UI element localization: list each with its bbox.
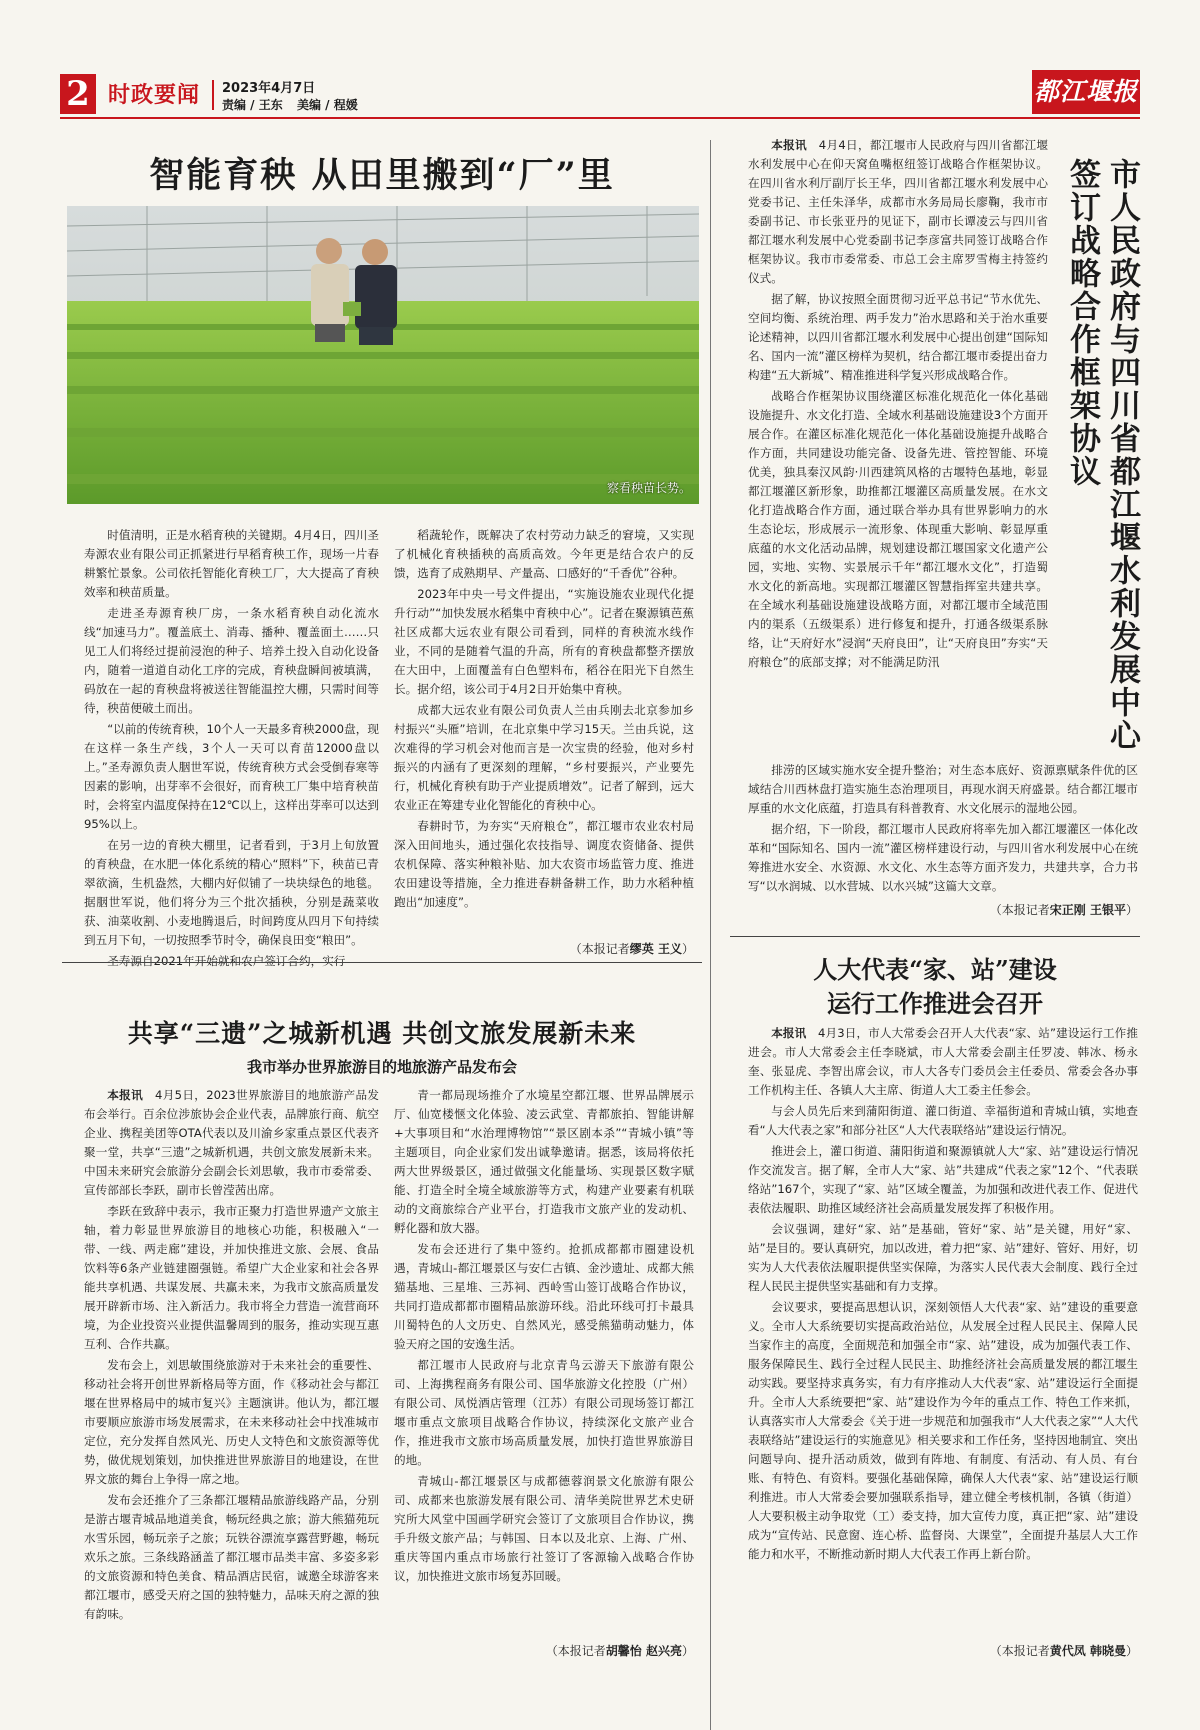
story4-byline: （本报记者黄代凤 韩晓曼） <box>989 1644 1138 1658</box>
story1-column-2 <box>394 526 694 928</box>
paragraph: 发布会还推介了三条都江堰精品旅游线路产品，分别是游古堰青城品地道美食，畅玩经典之旅；游大熊猫苑玩水雪乐园，畅玩亲子之旅；玩铁谷漂流享露营野趣，畅玩欢乐之旅。三条线路涵盖了都江堰市品类丰富、多姿多彩的文旅资源和特色美食、精品酒店民宿，诚邀全球游客来都江堰市，感受天府之国的独特魅力，品味天府之源的独有韵味。 <box>84 1493 379 1621</box>
story3-subheadline: 我市举办世界旅游目的地旅游产品发布会 <box>246 1058 517 1076</box>
dateline-lead: 本报讯 <box>107 1088 144 1102</box>
header-rule <box>60 117 1140 119</box>
paragraph: 发布会上，刘思敏围绕旅游对于未来社会的重要性、移动社会将开创世界新格局等方面，作《移动社会与都江堰在世界格局中的城市复兴》主题演讲。他认为，都江堰市要顺应旅游市场发展需求，在未来移动社会中找准城市定位，充分发挥自然风光、历史人文特色和文旅资源等优势，做优规划策划，加快推进世界旅游目的地建设，在世界文旅的舞台上争得一席之地。 <box>84 1358 379 1486</box>
dateline-lead: 本报讯 <box>771 1026 807 1040</box>
editor-credit: 责编 / 王东 <box>222 98 283 112</box>
rule-story1-bottom <box>62 962 702 963</box>
paragraph: 青一都局现场推介了水境星空都江堰、世界品牌展示厅、仙宽楼惬文化体验、凌云武堂、青都旅拍、智能讲解+大事项目和“水治理博物馆”“景区剧本杀”“青城小镇”等主题项目，向企业家们发出诚挚邀请。据悉，该局将依托两大世界级景区，通过做强文化能量场、实现景区数字赋能、打造全时全境全域旅游等方式，构建产业要素有机联动的文商旅综合产业平台，打造我市文旅产业的发动机、孵化器和放大器。 <box>394 1088 694 1235</box>
story3-column-1 <box>84 1086 379 1658</box>
paragraph: 稻蔬轮作，既解决了农村劳动力缺乏的窘境，又实现了机械化育秧插秧的高质高效。今年更是结合农户的反馈，选育了成熟期早、产量高、口感好的“千香优”谷种。 <box>394 528 694 580</box>
issue-date: 2023年4月7日 <box>222 81 316 96</box>
paragraph: 青城山-都江堰景区与成都德蓉润景文化旅游有限公司、成都来也旅游发展有限公司、清华美院世界艺术史研究所大风堂中国画学研究会签订了文旅项目合作协议，携手升级文旅产品；与韩国、日本以及北京、上海、广州、重庆等国内重点市场旅行社签订了客源输入战略合作协议，加快推进文旅市场复苏回暖。 <box>394 1474 694 1583</box>
story2-headline <box>1062 158 1142 758</box>
story1-column-1 <box>84 526 379 968</box>
story1-headline: 智能育秧 从田里搬到“厂”里 <box>149 155 615 196</box>
header-divider <box>212 80 214 110</box>
story3-byline: （本报记者胡馨怡 赵兴亮） <box>545 1644 694 1658</box>
designer-credit: 美编 / 程媛 <box>297 98 358 112</box>
paragraph: 成都大远农业有限公司负责人兰由兵刚去北京参加乡村振兴“头雁”培训，在北京集中学习15天。兰由兵说，这次难得的学习机会对他而言是一次宝贵的经验，他对乡村振兴的内涵有了更深刻的理解，“乡村要振兴，产业要先行，机械化育秧有助于产业提质增效”。记者了解到，远大农业正在筹建专业化智能化的育秧中心。 <box>394 703 694 812</box>
dateline-lead: 本报讯 <box>771 138 807 152</box>
paragraph: 在另一边的育秧大棚里，记者看到，于3月上旬放置的育秧盘，在水肥一体化系统的精心“照料”下，秧苗已青翠欲滴，生机盎然，大棚内好似铺了一块块绿色的地毯。据胭世军说，他们将分为三个批次插秧，分别是蔬菜收获、油菜收割、小麦地腾退后，时间跨度从四月下旬持续到五月下旬，一切按照季节时令，确保良田变“粮田”。 <box>84 838 379 947</box>
newspaper-logo: 都江堰报 <box>1032 70 1140 114</box>
story2-headline-line1: 市人民政府与四川省都江堰水利发展中心 <box>1104 158 1140 752</box>
rule-column-divider <box>710 140 711 1730</box>
paragraph: 发布会还进行了集中签约。抢抓成都都市圈建设机遇，青城山-都江堰景区与安仁古镇、金沙遗址、成都大熊猫基地、三星堆、三苏祠、西岭雪山签订战略合作协议，共同打造成都都市圈精品旅游环线。沿此环线可打卡最具川蜀特色的人文历史、自然风光，感受熊猫萌动魅力，体验天府之国的安逸生活。 <box>394 1242 694 1351</box>
page-header <box>60 64 1140 120</box>
story1-byline: （本报记者缪英 王义） <box>569 942 694 956</box>
paragraph: 都江堰市人民政府与北京青鸟云游天下旅游有限公司、上海携程商务有限公司、国华旅游文化控股（广州）有限公司、凤悦酒店管理（江苏）有限公司现场签订都江堰市重点文旅项目战略合作协议，持续深化文旅产业合作，推进我市文旅市场高质量发展，加快打造世界旅游目的地。 <box>394 1358 694 1467</box>
paragraph: 春耕时节，为夯实“天府粮仓”，都江堰市农业农村局深入田间地头，通过强化农技指导、调度农资储备、提供农机保障、落实种粮补贴、加大农资市场监管力度、推进农田建设等措施，全力推进春耕备耕工作，助力水稻种植跑出“加速度”。 <box>394 819 694 909</box>
paragraph: 李跃在致辞中表示，我市正聚力打造世界遗产文旅主轴，着力彰显世界旅游目的地核心功能，积极融入“一带、一线、两走廊”建设，并加快推进文旅、会展、食品饮料等6条产业链建圈强链。希望广大企业家和社会各界能共享机遇、共谋发展、共赢未来，为我市文旅高质量发展开辟新市场、注入新活力。我市将全力营造一流营商环境，为企业投资兴业提供温馨周到的服务，推动实现互惠互利、合作共赢。 <box>84 1204 379 1351</box>
story4-headline-line1: 人大代表“家、站”建设 <box>813 955 1057 984</box>
section-name: 时政要闻 <box>108 83 201 108</box>
paragraph: 本报讯 4月4日，都江堰市人民政府与四川省都江堰水利发展中心在仰天窝鱼嘴枢纽签订战略合作框架协议。在四川省水利厅副厅长王华，四川省都江堰水利发展中心党委书记、主任朱泽华，成都市水务局局长廖鞠，我市市委副书记、市长张亚丹的见证下，副市长谭凌云与四川省都江堰水利发展中心党委副书记李彦富共同签订战略合作框架协议。我市市委常委、市总工会主席罗雪梅主持签约仪式。 <box>748 138 1048 285</box>
paragraph: 会议要求，要提高思想认识，深刻领悟人大代表“家、站”建设的重要意义。全市人大系统要切实提高政治站位，从发展全过程人民民主、保障人民当家作主的高度，全面规范和加强全市“家、站”建设，成为加强代表工作、服务保障民生、践行全过程人民民主、助推经济社会高质量发展的都江堰生动实践。要坚持求真务实，有力有序推动人大代表“家、站”建设运行全面提升。全市人大系统要把“家、站”建设作为今年的重点工作、特色工作来抓，认真落实市人大常委会《关于进一步规范和加强我市“人大代表之家”“人大代表联络站”建设运行的实施意见》相关要求和工作任务，坚持因地制宜、突出问题导向、提升活动质效，做到有阵地、有制度、有活动、有人员、有台账、有特色、有资料。要强化基础保障，确保人大代表“家、站”建设运行顺利推进。市人大常委会要加强联系指导，建立健全考核机制，各镇（街道）人大要积极主动争取党（工）委支持，加大宣传力度，真正把“家、站”建设成为“宣传站、民意窗、连心桥、监督岗、大课堂”，全面提升基层人大工作能力和水平，不断推动新时期人大代表工作再上新台阶。 <box>748 1300 1138 1561</box>
paragraph: 战略合作框架协议围绕灌区标准化规范化一体化基础设施提升、水文化打造、全域水利基础设施建设3个方面开展合作。在灌区标准化规范化一体化基础设施提升战略合作方面，共同建设功能完备、设备先进、管控智能、环境优美，独具秦汉风韵·川西建筑风格的古堰特色基地，彰显都江堰灌区新形象，助推都江堰灌区高质量发展。在水文化打造战略合作方面，通过联合举办具有世界影响力的水生态论坛，形成展示一流形象、体现重大影响、彰显厚重底蕴的水文化活动品牌，规划建设都江堰国家文化遗产公园，实地、实物、实景展示千年“都江堰水文化”，打造蜀水文化的新高地。实现都江堰灌区智慧指挥室共建共享。在全域水利基础设施建设战略方面，对都江堰市全域范围内的渠系（五级渠系）进行修复和提升，打通各级渠系脉络，让“天府好水”浸润“天府良田”，让“天府良田”夯实“天府粮仓”的底部支撑；对不能满足防汛 <box>748 389 1048 669</box>
paragraph: 推进会上，灌口街道、蒲阳街道和聚源镇就人大“家、站”建设运行情况作交流发言。据了解，全市人大“家、站”共建成“代表之家”12个、“代表联络站”167个，实现了“家、站”区域全覆盖，为加强和改进代表工作、促进代表依法履职、助推区域经济社会高质量发展发挥了积极作用。 <box>748 1144 1138 1215</box>
photo-caption: 察看秧苗长势。 <box>606 481 691 495</box>
paragraph: 本报讯 4月3日，市人大常委会召开人大代表“家、站”建设运行工作推进会。市人大常委会主任李晓斌，市人大常委会副主任罗凌、韩冰、杨永奎、张显虎、李智出席会议，市人大各专门委员会主任委员、常委会各办事工作机构主任、各镇人大主席、街道人大工委主任参会。 <box>748 1026 1138 1097</box>
paragraph: 本报讯 4月5日，2023世界旅游目的地旅游产品发布会举行。百余位涉旅协会企业代表，品牌旅行商、航空企业、携程美团等OTA代表以及川渝乡家重点景区代表齐聚一堂，共享“三遗”之城新机遇，共创文旅发展新未来。中国未来研究会旅游分会副会长刘思敏，我市市委常委、宣传部部长李跃，副市长曾滢茜出席。 <box>84 1088 379 1197</box>
story2-wide-column <box>748 761 1138 897</box>
paragraph: 与会人员先后来到蒲阳街道、灌口街道、幸福街道和青城山镇，实地查看“人大代表之家”和部分社区“人大代表联络站”建设运行情况。 <box>748 1104 1138 1137</box>
paragraph: 时值清明，正是水稻育秧的关键期。4月4日，四川圣寿源农业有限公司正抓紧进行早稻育秧工作，现场一片春耕繁忙景象。公司依托智能化育秧工厂，大大提高了育秧效率和秧苗质量。 <box>84 528 379 599</box>
paragraph: 圣寿源自2021年开始就和农户签订合约，实行 <box>107 954 346 968</box>
story2-byline: （本报记者宋正刚 王银平） <box>989 903 1138 917</box>
story3-headline: 共享“三遗”之城新机遇 共创文旅发展新未来 <box>127 1019 637 1048</box>
story2-narrow-column <box>748 136 1048 761</box>
paragraph: 据介绍，下一阶段，都江堰市人民政府将率先加入都江堰灌区一体化改革和“国际知名、国内一流”灌区榜样建设行动，与四川省水利发展中心在统筹推进水安全、水资源、水文化、水生态等方面齐发力，共建共享，合力书写“以水润城、以水营城、以水兴城”这篇大文章。 <box>748 822 1138 893</box>
story2-headline-line2: 签订战略合作框架协议 <box>1064 158 1100 488</box>
paragraph: 2023年中央一号文件提出，“实施设施农业现代化提升行动”“加快发展水稻集中育秧中心”。记者在聚源镇芭蕉社区成都大远农业有限公司看到，同样的育秧流水线作业，不同的是随着气温的升高，所有的育秧盘都整齐摆放在大田中，上面覆盖有白色塑料布，稻谷在阳光下自然生长。据介绍，该公司于4月2日开始集中育秧。 <box>394 587 694 696</box>
paragraph: “以前的传统育秧，10个人一天最多育秧2000盘，现在这样一条生产线，3个人一天可以育苗12000盘以上。”圣寿源负责人胭世军说，传统育秧方式会受倒春寒等因素的影响，出芽率不会很好，而育秧工厂集中培育秧苗时，会将室内温度保持在12℃以上，这样出芽率可以达到95%以上。 <box>84 722 379 831</box>
story4-headline-line2: 运行工作推进会召开 <box>827 989 1043 1018</box>
greenhouse-seedling-photo <box>67 206 699 504</box>
paragraph: 排涝的区域实施水安全提升整治；对生态本底好、资源禀赋条件优的区域结合川西林盘打造实施生态治理项目，再现水润天府盛景。结合都江堰市厚重的水文化底蕴，打造具有科普教育、水文化展示的湿地公园。 <box>748 763 1138 815</box>
paragraph: 走进圣寿源育秧厂房，一条水稻育秧自动化流水线“加速马力”。覆盖底土、消毒、播种、覆盖面土……只见工人们将经过提前浸泡的种子、培养土投入自动化设备内，随着一道道自动化工序的完成，育秧盘瞬间被填满，码放在一起的育秧盘将被送往智能温控大棚，只需时间等待，秧苗便破土而出。 <box>84 606 379 715</box>
rule-story2-bottom <box>730 936 1140 937</box>
story1-photo <box>67 206 699 504</box>
paragraph: 据了解，协议按照全面贯彻习近平总书记“节水优先、空间均衡、系统治理、两手发力”治水思路和关于治水重要论述精神，以四川省都江堰水利发展中心提出创建“国际知名、国内一流”灌区榜样为契机，结合都江堰市委提出奋力构建“五大新城”、精准推进科学复兴形成战略合作。 <box>748 292 1048 382</box>
paragraph: 会议强调，建好“家、站”是基础，管好“家、站”是关键，用好“家、站”是目的。要认真研究，加以改进，着力把“家、站”建好、管好、用好，切实为人大代表依法履职提供坚实保障，为落实人民代表大会制度、践行全过程人民民主提供坚实基础和有力支撑。 <box>748 1222 1138 1293</box>
story3-column-2 <box>394 1086 694 1634</box>
story4-body <box>748 1024 1138 1636</box>
page-number-badge: 2 <box>60 74 96 114</box>
